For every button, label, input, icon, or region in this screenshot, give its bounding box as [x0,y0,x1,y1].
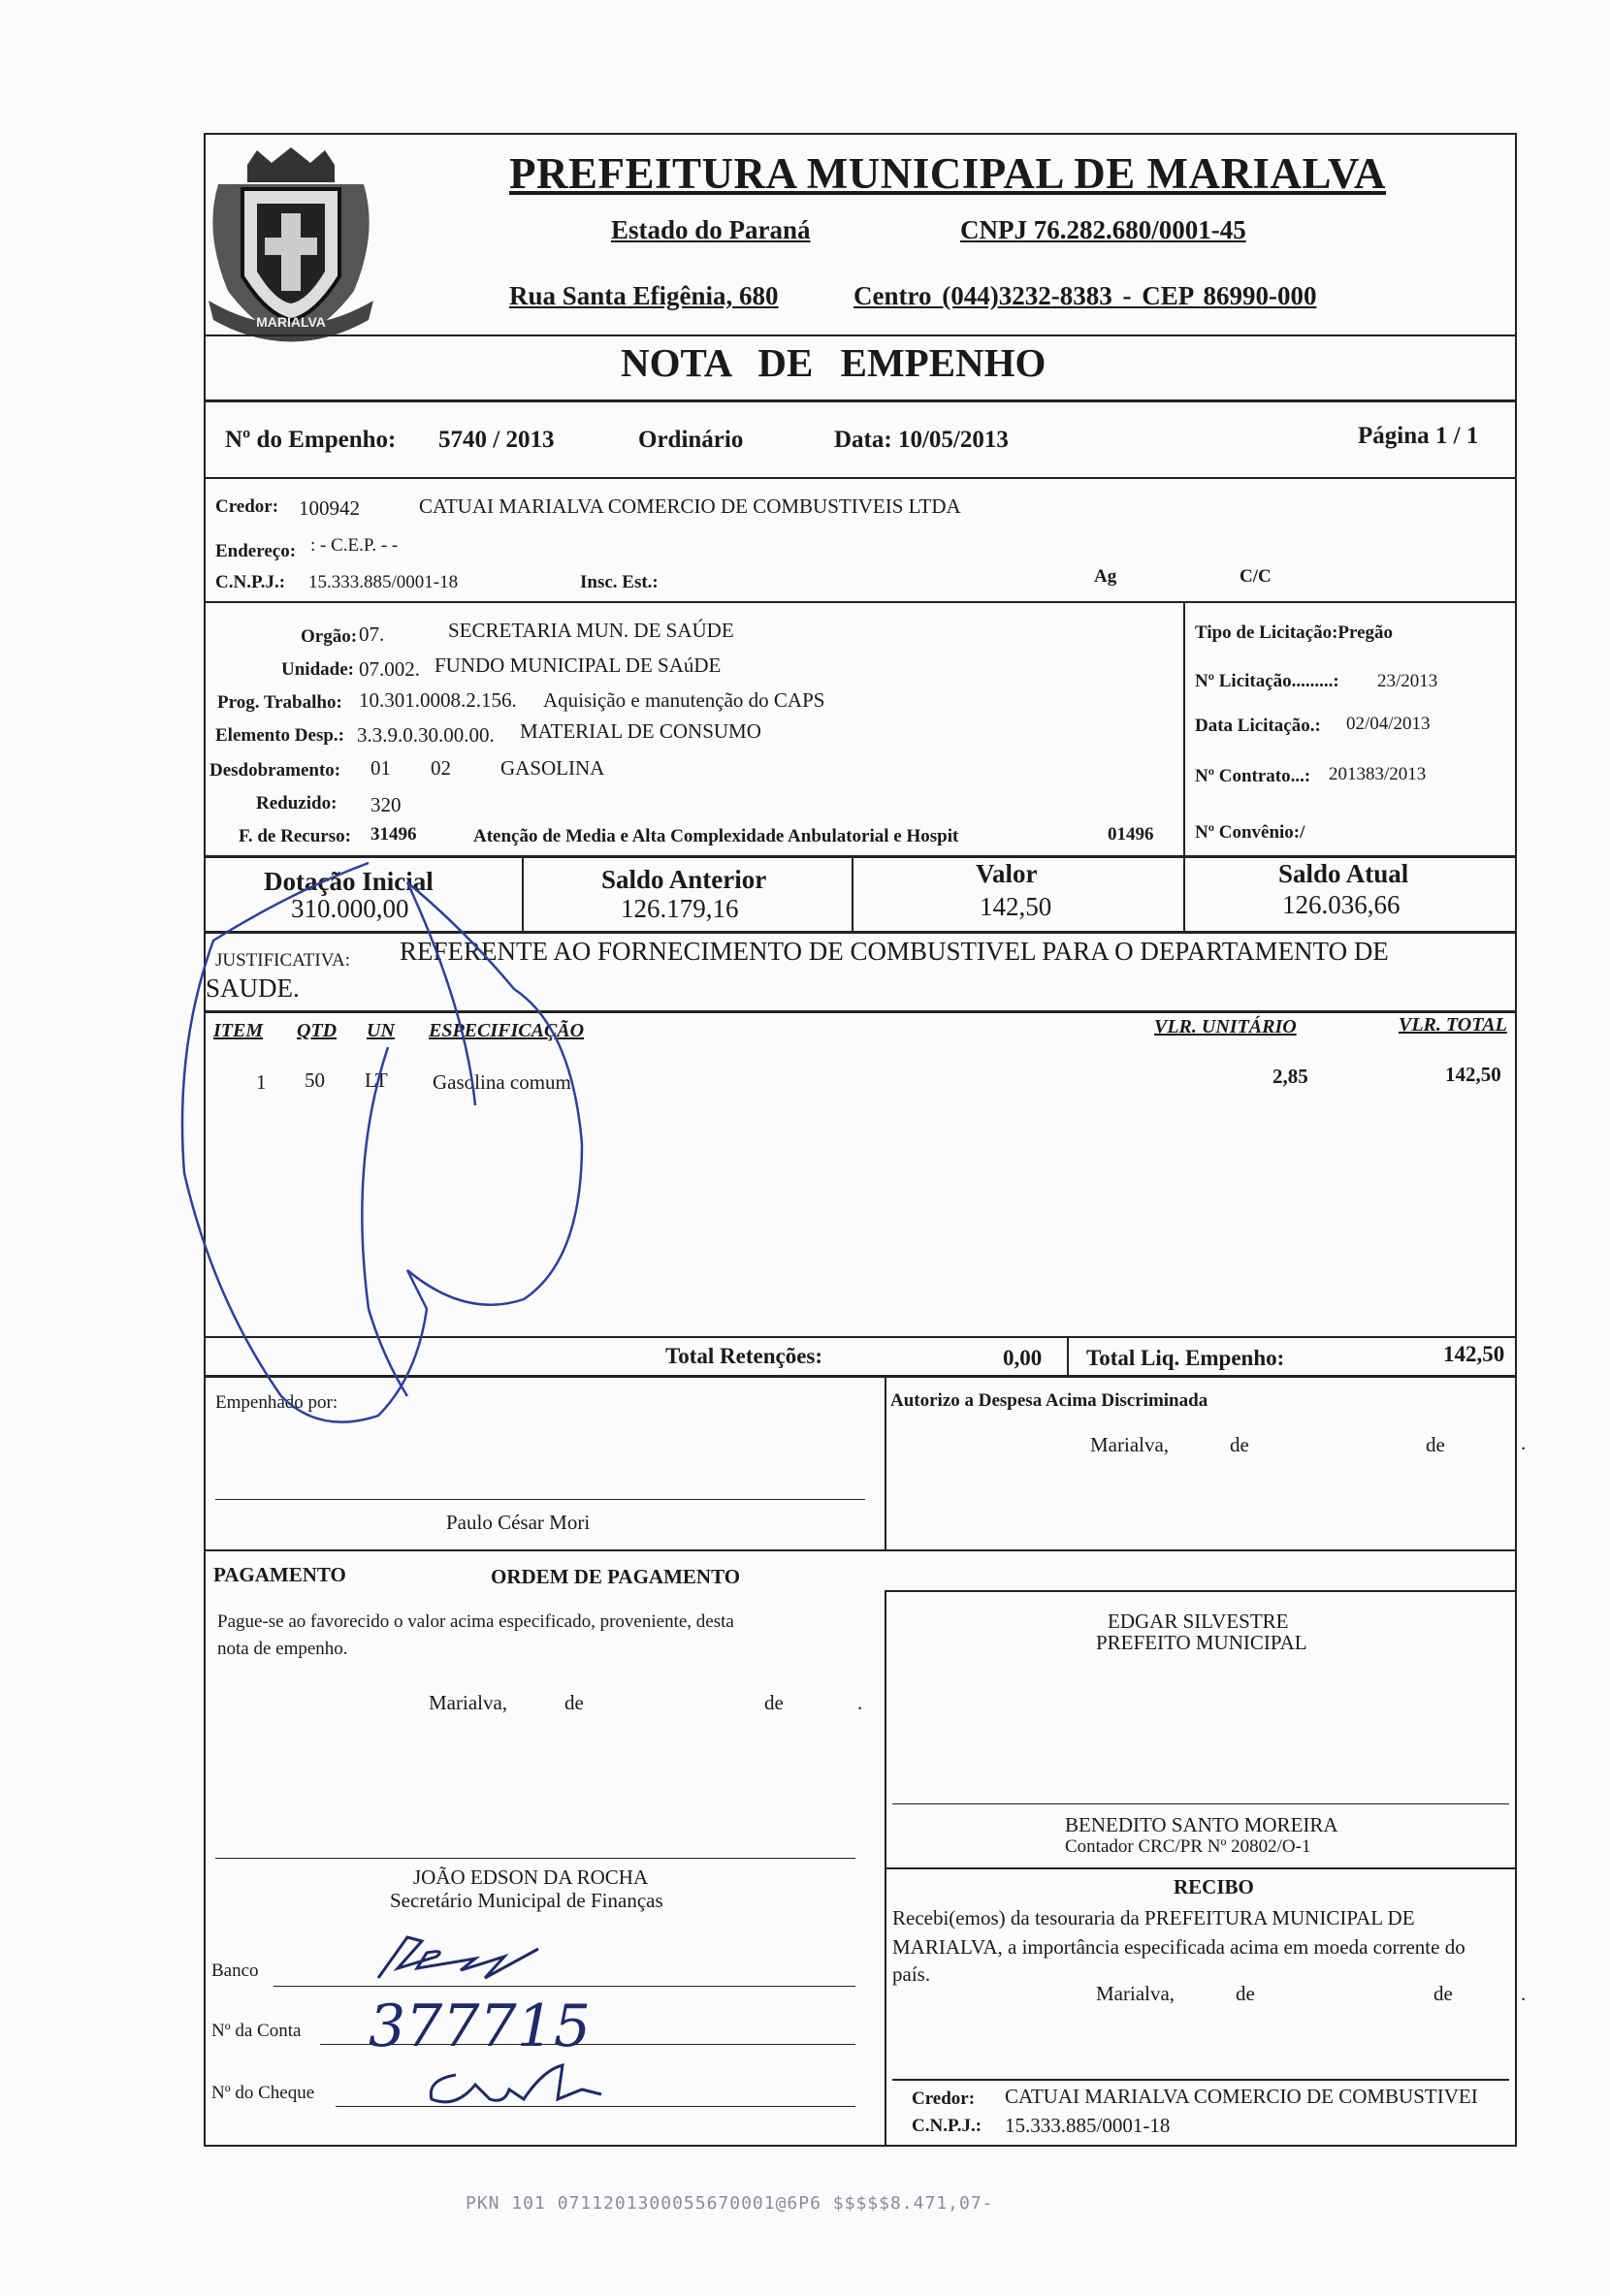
banco-label: Banco [211,1961,259,1981]
reduzido-value: 320 [370,793,402,816]
convenio: Nº Convênio:/ [1195,822,1305,843]
recibo-de1: de [1236,1982,1255,2005]
fonte-code: 01496 [1108,824,1154,845]
credor-code: 100942 [299,496,360,520]
row1-un: LT [365,1068,388,1092]
ordem-label: ORDEM DE PAGAMENTO [491,1565,741,1588]
elem-name: MATERIAL DE CONSUMO [520,719,761,743]
retencoes-label: Total Retenções: [665,1344,823,1368]
unidade-label: Unidade: [281,659,354,680]
elem-label: Elemento Desp.: [215,725,344,746]
liq-value: 142,50 [1443,1342,1505,1366]
contador-name: BENEDITO SANTO MOREIRA [1065,1813,1338,1836]
doc-title: NOTA DE EMPENHO [621,340,1046,385]
conta-handwriting [369,1993,640,2060]
pagamento-de1: de [564,1691,584,1714]
insc-label: Insc. Est.: [580,572,659,592]
empenhado-name: Paulo César Mori [446,1511,591,1534]
licitacao-numero-value: 23/2013 [1377,671,1438,691]
coat-of-arms-logo [199,145,383,344]
row1-vlr-total: 142,50 [1445,1063,1501,1086]
ag-label: Ag [1094,566,1117,587]
prefeito-name: EDGAR SILVESTRE [1108,1610,1289,1633]
header-cnpj: CNPJ 76.282.680/0001-45 [960,215,1246,244]
recibo-de2: de [1433,1982,1453,2005]
pagamento-de2: de [764,1691,784,1714]
reduzido-label: Reduzido: [256,793,338,813]
prog-name: Aquisição e manutenção do CAPS [543,688,825,712]
col-vlr-unitario: VLR. UNITÁRIO [1154,1016,1297,1037]
cc-label: C/C [1240,566,1272,587]
justificativa-line1: REFERENTE AO FORNECIMENTO DE COMBUSTIVEL PARA O DEPARTAMENTO DE [400,937,1389,966]
desd-b: 02 [431,756,451,780]
prefeito-title: PREFEITO MUNICIPAL [1096,1631,1307,1654]
header-address: Centro (044)3232-8383 - CEP 86990-000 [853,281,1317,310]
col-un: UN [367,1020,395,1041]
justificativa-line2: SAUDE. [206,973,300,1003]
col-vlr-total: VLR. TOTAL [1399,1014,1507,1036]
contrato-value: 201383/2013 [1329,764,1427,784]
pagamento-dot: . [857,1691,863,1714]
page-number: Página 1 / 1 [1358,423,1479,449]
footer-code: PKN 101 0711201300055670001@6P6 $$$$$8.471,07- [466,2193,994,2214]
recibo-text1: Recebi(emos) da tesouraria da PREFEITURA MUNICIPAL DE [892,1906,1415,1929]
ink-loop-annotation [175,853,621,1474]
pagamento-label: PAGAMENTO [213,1563,346,1586]
cnpj-value: 15.333.885/0001-18 [308,572,459,592]
licitacao-numero-label: Nº Licitação.........: [1195,671,1339,691]
desd-label: Desdobramento: [209,760,341,781]
header-title: PREFEITURA MUNICIPAL DE MARIALVA [509,149,1387,198]
saldo-anterior-label: Saldo Anterior [601,865,767,894]
valor-label: Valor [976,859,1038,888]
empenho-date: Data: 10/05/2013 [834,427,1009,453]
liq-label: Total Liq. Empenho: [1086,1346,1285,1370]
row1-qtd: 50 [305,1068,325,1092]
dotacao-value: 310.000,00 [291,894,409,923]
svg-text:MARIALVA: MARIALVA [256,314,326,330]
recibo-credor-label: Credor: [912,2089,976,2109]
recibo-city: Marialva, [1096,1982,1175,2005]
unidade-value: 07.002. [359,657,420,681]
recibo-cnpj-label: C.N.P.J.: [912,2116,982,2136]
desd-a: 01 [370,756,391,780]
row1-vlr-unit: 2,85 [1272,1065,1308,1088]
empenhado-label: Empenhado por: [215,1392,338,1413]
recibo-cnpj-value: 15.333.885/0001-18 [1005,2114,1171,2137]
empenho-label: Nº do Empenho: [225,427,397,453]
autorizo-dot: . [1521,1431,1527,1454]
licitacao-data-value: 02/04/2013 [1346,714,1431,734]
saldo-atual-label: Saldo Atual [1278,859,1409,888]
col-qtd: QTD [297,1020,338,1041]
autorizo-city: Marialva, [1090,1433,1170,1456]
empenho-type: Ordinário [638,427,744,453]
prog-value: 10.301.0008.2.156. [359,688,517,712]
recibo-text2: MARIALVA, a importância especificada acima em moeda corrente do [892,1935,1465,1959]
fonte-value: 31496 [370,824,417,845]
row1-item: 1 [256,1070,267,1094]
fonte-label: F. de Recurso: [239,826,351,846]
row1-espec: Gasolina comum [433,1070,571,1094]
cheque-label: Nº do Cheque [211,2083,315,2103]
recibo-text3: país. [892,1962,931,1986]
autorizo-de1: de [1230,1433,1249,1456]
contrato-label: Nº Contrato...: [1195,766,1311,786]
contador-title: Contador CRC/PR Nº 20802/O-1 [1065,1836,1311,1857]
pagamento-text1: Pague-se ao favorecido o valor acima especificado, proveniente, desta [217,1611,734,1632]
recibo-dot: . [1521,1982,1527,2005]
fonte-name: Atenção de Media e Alta Complexidade Anbulatorial e Hospit [473,826,959,846]
unidade-name: FUNDO MUNICIPAL DE SAúDE [435,654,722,677]
secretario-name: JOÃO EDSON DA ROCHA [413,1866,649,1889]
licitacao-data-label: Data Licitação.: [1195,716,1321,736]
pagamento-text2: nota de empenho. [217,1639,348,1659]
saldo-atual-value: 126.036,66 [1282,890,1401,919]
cheque-handwriting [417,2056,611,2114]
header-street: Rua Santa Efigênia, 680 [509,281,779,310]
orgao-name: SECRETARIA MUN. DE SAÚDE [448,619,734,642]
prog-label: Prog. Trabalho: [217,692,342,713]
header-state: Estado do Paraná [611,215,811,244]
col-item: ITEM [213,1020,264,1041]
orgao-value: 07. [359,622,385,646]
recibo-credor-value: CATUAI MARIALVA COMERCIO DE COMBUSTIVEI [1005,2085,1478,2108]
empenho-number: 5740 / 2013 [438,427,555,453]
autorizo-de2: de [1426,1433,1445,1456]
pagamento-city: Marialva, [429,1691,508,1714]
cnpj-label: C.N.P.J.: [215,572,286,592]
conta-handwriting-text: 377715 [369,1993,592,2060]
endereco-label: Endereço: [215,541,297,561]
valor-value: 142,50 [980,892,1052,921]
col-especificacao: ESPECIFICAÇÃO [429,1020,585,1041]
saldo-anterior-value: 126.179,16 [621,894,739,923]
orgao-label: Orgão: [301,626,358,647]
banco-handwriting [369,1929,563,1988]
justificativa-label: JUSTIFICATIVA: [215,950,351,971]
credor-name: CATUAI MARIALVA COMERCIO DE COMBUSTIVEIS LTDA [419,494,961,518]
autorizo-label: Autorizo a Despesa Acima Discriminada [890,1390,1208,1411]
secretario-title: Secretário Municipal de Finanças [390,1889,663,1912]
licitacao-tipo: Tipo de Licitação:Pregão [1195,622,1394,643]
desd-name: GASOLINA [500,756,605,780]
endereco-value: : - C.E.P. - - [310,535,399,556]
credor-label: Credor: [215,496,279,517]
dotacao-label: Dotação Inicial [264,867,434,896]
retencoes-value: 0,00 [1003,1346,1043,1370]
recibo-title: RECIBO [1174,1875,1254,1898]
conta-label: Nº da Conta [211,2021,302,2041]
elem-value: 3.3.9.0.30.00.00. [357,723,495,747]
